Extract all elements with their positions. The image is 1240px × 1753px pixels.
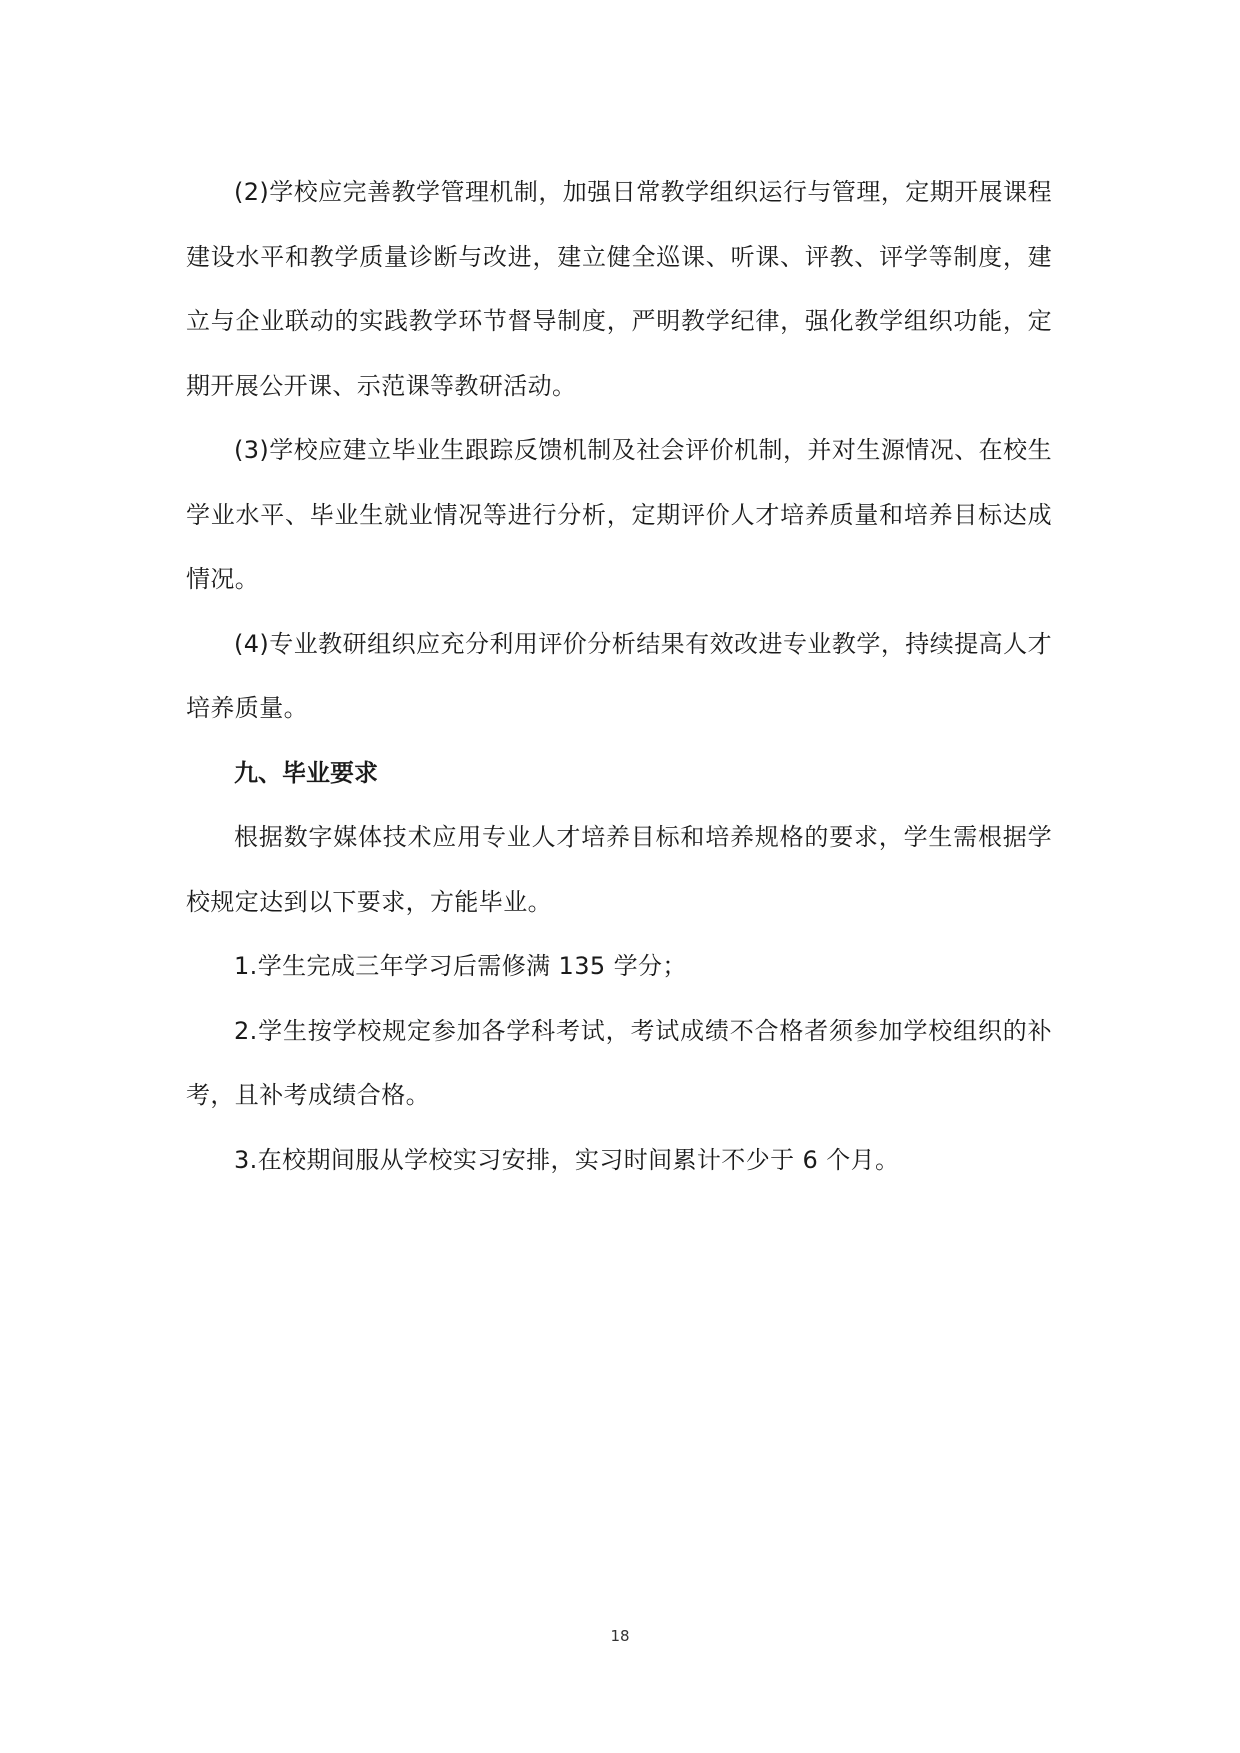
paragraph-graduation-intro: 根据数字媒体技术应用专业人才培养目标和培养规格的要求，学生需根据学校规定达到以下要求，方能毕业。 (186, 823, 1052, 916)
requirement-item-credits: 1.学生完成三年学习后需修满 135 学分； (234, 952, 687, 980)
paragraph-teaching-improvement: (4)专业教研组织应充分利用评价分析结果有效改进专业教学，持续提高人才培养质量。 (186, 629, 1052, 722)
section-heading-graduation-requirements: 九、毕业要求 (234, 758, 378, 787)
paragraph-graduate-feedback: (3)学校应建立毕业生跟踪反馈机制及社会评价机制，并对生源情况、在校生学业水平、毕业生就业情况等进行分析，定期评价人才培养质量和培养目标达成情况。 (186, 436, 1052, 593)
page-number: 18 (610, 1627, 630, 1645)
requirement-item-internship: 3.在校期间服从学校实习安排，实习时间累计不少于 6 个月。 (234, 1145, 900, 1174)
paragraph-teaching-management: (2)学校应完善教学管理机制，加强日常教学组织运行与管理，定期开展课程建设水平和教学质量诊断与改进，建立健全巡课、听课、评教、评学等制度，建立与企业联动的实践教学环节督导制度，严明教学纪律，强化教学组织功能，定期开展公开课、示范课等教研活动。 (186, 178, 1052, 400)
requirement-item-exams: 2.学生按学校规定参加各学科考试，考试成绩不合格者须参加学校组织的补考，且补考成绩合格。 (186, 1016, 1052, 1109)
document-body (186, 160, 1052, 1192)
